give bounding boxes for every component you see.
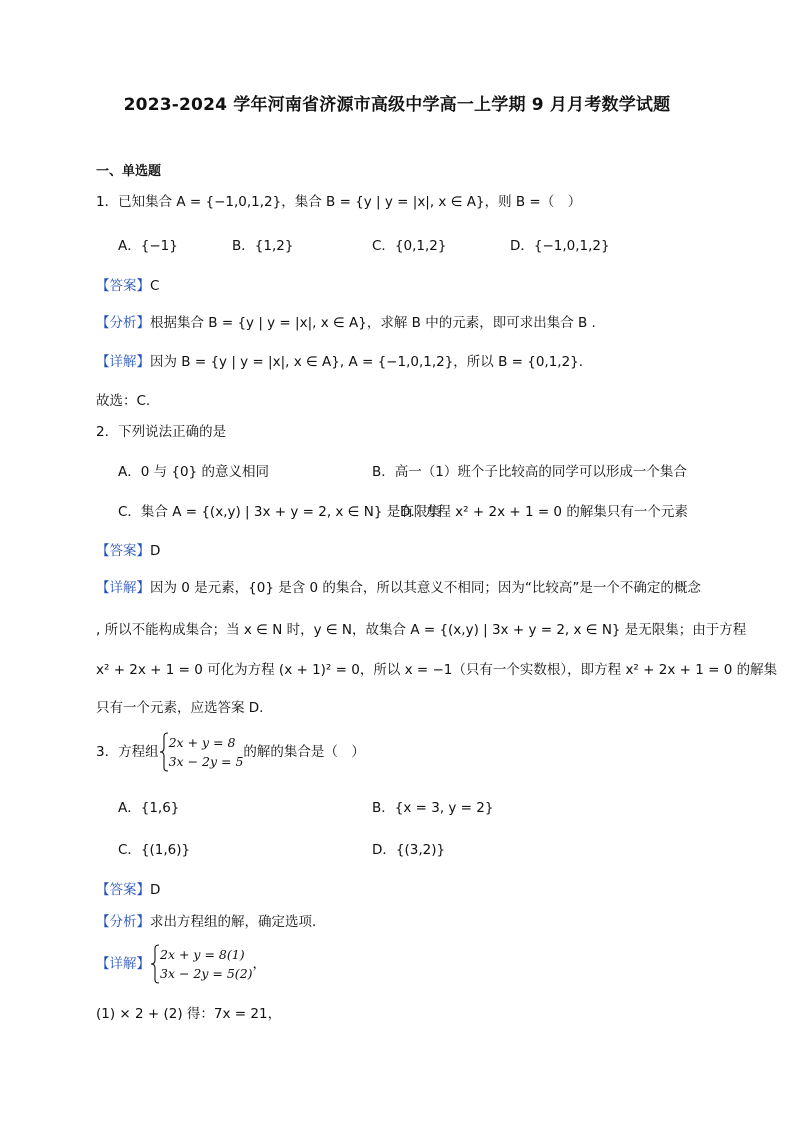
q2-detail (96, 578, 701, 598)
q3-detail-equation-1: 2x + y = 8(1) (160, 947, 245, 962)
q3-detail-equations (160, 945, 253, 983)
q3-option-c: C．{(1,6)} (118, 842, 191, 858)
q3-detail-tail: ， (252, 956, 267, 972)
q3-stem-suffix: 的解的集合是（ ） (243, 744, 365, 760)
detail-tag: 【详解】 (96, 956, 150, 972)
section-heading: 一、单选题 (96, 164, 162, 179)
q3-equation-system (169, 733, 244, 771)
q3-step: (1) × 2 + (2) 得：7x = 21， (96, 1006, 282, 1022)
analysis-tag: 【分析】 (96, 914, 150, 930)
detail-tag: 【详解】 (96, 580, 150, 596)
q2-option-a: A．0 与 {0} 的意义相同 (118, 464, 269, 480)
q2-detail-line-4: 只有一个元素，应选答案 D. (96, 700, 264, 716)
q3-option-b: B．{x = 3, y = 2} (372, 800, 494, 816)
analysis-text: 根据集合 B = {y | y = |x|, x ∈ A}，求解 B 中的元素，即可求出集合 B . (150, 315, 596, 331)
q3-detail-equation-2: 3x − 2y = 5(2) (160, 966, 253, 981)
page-title: 2023-2024 学年河南省济源市高级中学高一上学期 9 月月考数学试题 (123, 95, 671, 115)
answer-tag: 【答案】 (96, 882, 150, 898)
q1-option-a: A．{−1} (118, 238, 178, 254)
q3-option-d: D．{(3,2)} (372, 842, 446, 858)
answer-value: D (150, 543, 161, 559)
q2-stem: 2．下列说法正确的是 (96, 424, 227, 440)
q3-analysis (96, 912, 326, 932)
q2-option-d: D．方程 x² + 2x + 1 = 0 的解集只有一个元素 (400, 504, 688, 520)
q1-choose: 故选：C. (96, 393, 151, 409)
q3-option-a: A．{1,6} (118, 800, 180, 816)
left-brace-icon (150, 944, 160, 984)
q1-option-d: D．{−1,0,1,2} (510, 238, 610, 254)
q1-analysis (96, 313, 596, 333)
q1-stem: 1．已知集合 A = {−1,0,1,2}，集合 B = {y | y = |x|, x ∈ A}，则 B =（ ） (96, 194, 582, 210)
left-brace-icon (159, 732, 169, 772)
q2-detail-line-2: , 所以不能构成集合；当 x ∈ N 时，y ∈ N，故集合 A = {(x,y) | 3x + y = 2, x ∈ N} 是无限集；由于方程 (96, 622, 747, 638)
answer-tag: 【答案】 (96, 543, 150, 559)
detail-text: 因为 0 是元素，{0} 是含 0 的集合，所以其意义不相同；因为“比较高”是一个不确定的概念 (150, 580, 701, 596)
detail-tag: 【详解】 (96, 354, 150, 370)
analysis-tag: 【分析】 (96, 315, 150, 331)
q3-answer (96, 880, 160, 900)
q3-equation-1: 2x + y = 8 (168, 735, 236, 750)
q1-answer (96, 276, 159, 296)
answer-value: C (150, 278, 160, 294)
q3-equation-2: 3x − 2y = 5 (168, 754, 244, 769)
q3-detail (96, 944, 266, 984)
q2-option-c: C．集合 A = {(x,y) | 3x + y = 2, x ∈ N} 是有限集 (118, 504, 441, 520)
q1-option-c: C．{0,1,2} (372, 238, 447, 254)
analysis-text: 求出方程组的解，确定选项． (150, 914, 326, 930)
q1-option-b: B．{1,2} (232, 238, 294, 254)
q3-stem (96, 732, 365, 772)
answer-tag: 【答案】 (96, 278, 150, 294)
q1-detail (96, 352, 583, 372)
q2-option-b: B．高一（1）班个子比较高的同学可以形成一个集合 (372, 464, 687, 480)
q2-detail-line-3: x² + 2x + 1 = 0 可化为方程 (x + 1)² = 0，所以 x = −1（只有一个实数根），即方程 x² + 2x + 1 = 0 的解集 (96, 662, 778, 678)
detail-text: 因为 B = {y | y = |x|, x ∈ A}, A = {−1,0,1,2}，所以 B = {0,1,2}. (150, 354, 584, 370)
answer-value: D (150, 882, 161, 898)
q3-stem-prefix: 3．方程组 (96, 744, 159, 760)
q2-answer (96, 541, 160, 561)
